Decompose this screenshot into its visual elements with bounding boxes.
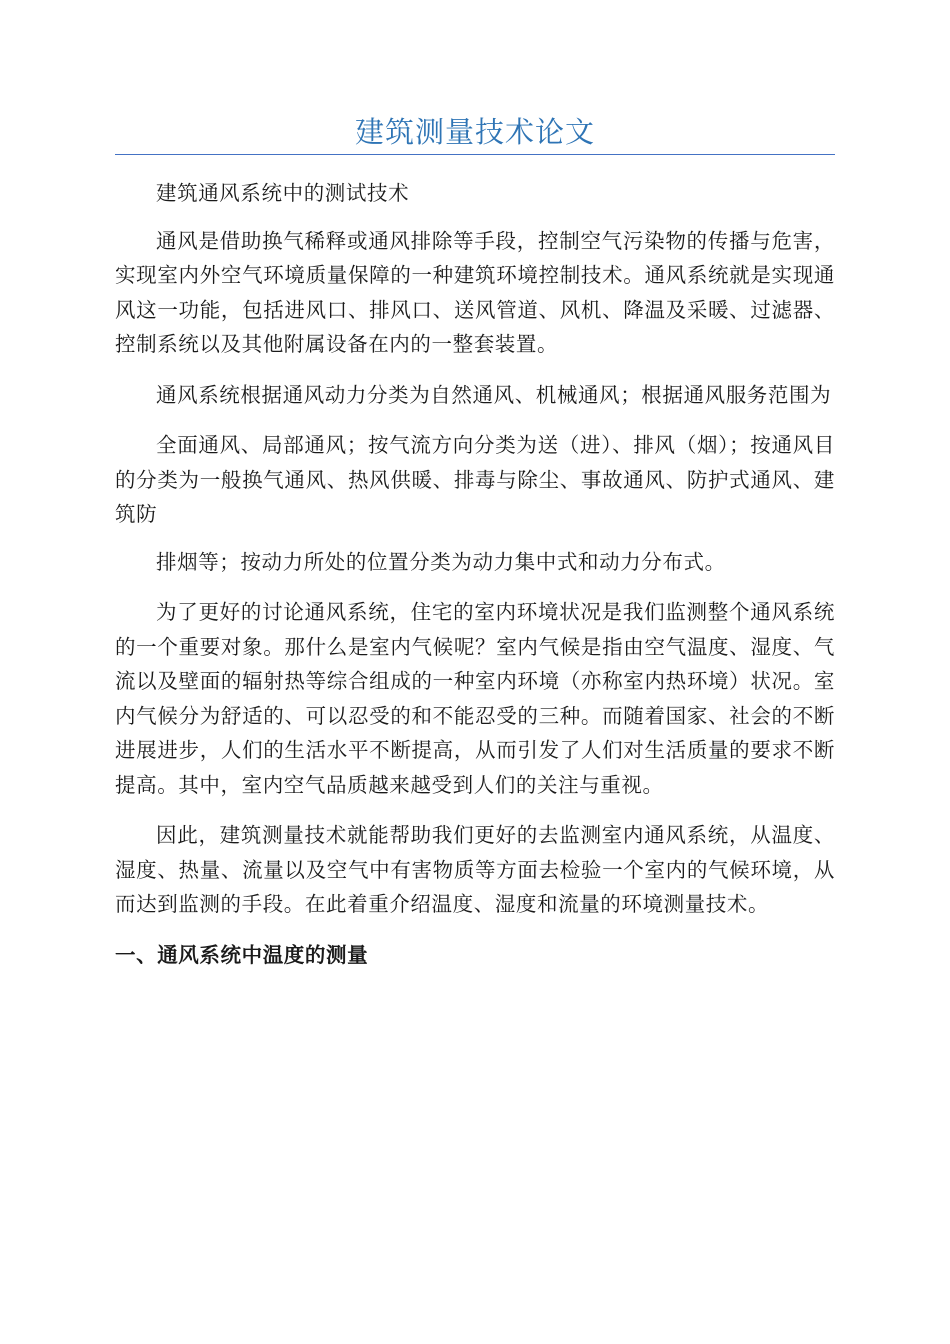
section-heading: 一、通风系统中温度的测量: [115, 942, 369, 967]
body-paragraph: 通风是借助换气稀释或通风排除等手段，控制空气污染物的传播与危害，实现室内外空气环境质量保障的一种建筑环境控制技术。通风系统就是实现通风这一功能，包括进风口、排风口、送风管道、风机、降温及采暖、过滤器、控制系统以及其他附属设备在内的一整套装置。: [115, 228, 835, 356]
body-paragraph: 因此，建筑测量技术就能帮助我们更好的去监测室内通风系统，从温度、湿度、热量、流量以及空气中有害物质等方面去检验一个室内的气候环境，从而达到监测的手段。在此着重介绍温度、湿度和流量的环境测量技术。: [115, 823, 835, 916]
document-body: [115, 176, 835, 972]
subtitle-paragraph: 建筑通风系统中的测试技术: [156, 181, 410, 205]
body-paragraph: 排烟等；按动力所处的位置分类为动力集中式和动力分布式。: [156, 549, 726, 574]
title-underline: [115, 154, 835, 155]
document-title: 建筑测量技术论文: [354, 115, 595, 149]
body-paragraph: 为了更好的讨论通风系统，住宅的室内环境状况是我们监测整个通风系统的一个重要对象。那什么是室内气候呢？室内气候是指由空气温度、湿度、气流以及壁面的辐射热等综合组成的一种室内环境（亦称室内热环境）状况。室内气候分为舒适的、可以忍受的和不能忍受的三种。而随着国家、社会的不断进展进步，人们的生活水平不断提高，从而引发了人们对生活质量的要求不断提高。其中，室内空气品质越来越受到人们的关注与重视。: [115, 600, 835, 797]
body-paragraph: 全面通风、局部通风；按气流方向分类为送（进）、排风（烟）；按通风目的分类为一般换气通风、热风供暖、排毒与除尘、事故通风、防护式通风、建筑防: [115, 433, 835, 526]
body-paragraph: 通风系统根据通风动力分类为自然通风、机械通风；根据通风服务范围为: [156, 382, 832, 407]
